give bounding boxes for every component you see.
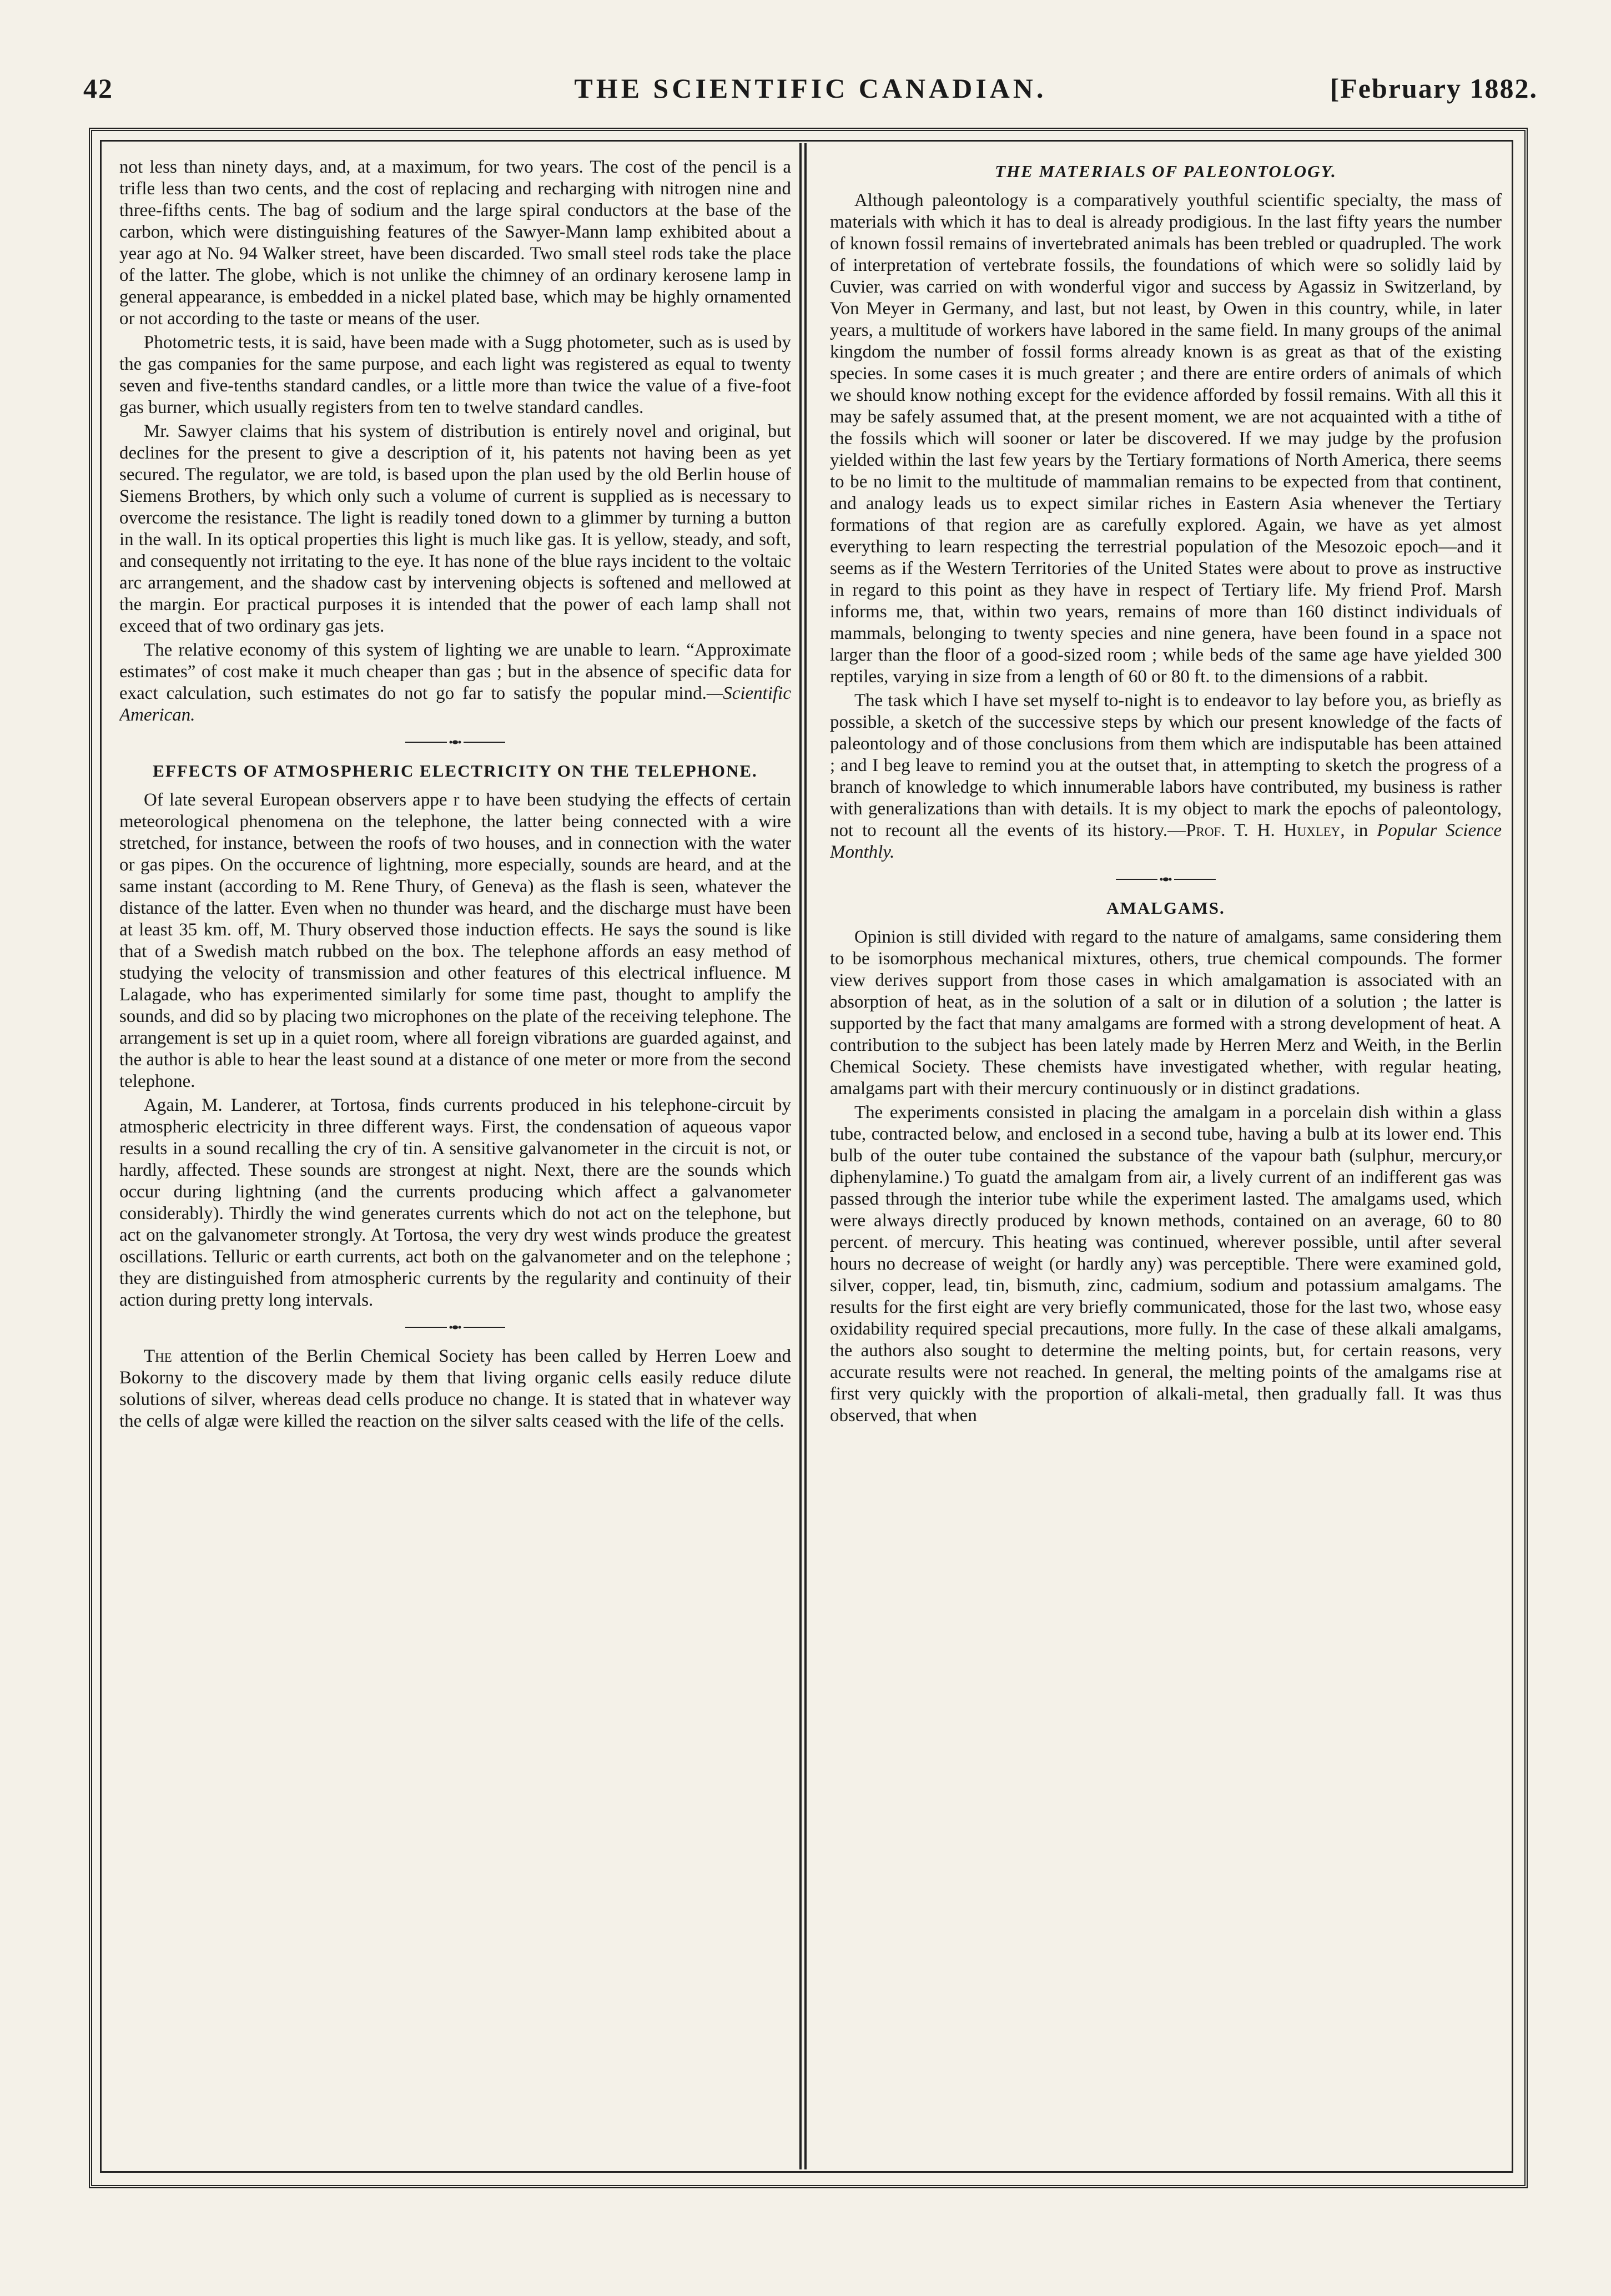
article-paragraph	[830, 690, 1502, 863]
article-paragraph	[119, 640, 791, 726]
article-paragraph: The experiments consisted in placing the amalgam in a porcelain dish within a glass tube, contracted below, and enclosed in a second tube, having a bulb at its lower end. This bulb of the outer tube contained the substance of the vapour bath (sulphur, mercury,or diphenylamine.) To guatd the amalgam from air, a lively current of an indifferent gas was passed through the interior tube while the experiment lasted. The amalgams used, which were always directly produced by known methods, contained on an average, 60 to 80 percent. of mercury. This heating was continued, wherever possible, until after several hours no decrease of weight (or hardly any) was perceptible. There were examined gold, silver, copper, lead, tin, bismuth, zinc, cadmium, sodium and potassium amalgams. The results for the first eight are very briefly communicated, those for the last two, whose easy oxidability required special precautions, more fully. In the case of these alkali amalgams, the authors also sought to determine the melting points, but, for certain reasons, very accurate results were not reached. In general, the melting points of the amalgams rise at first very quickly with the proportion of alkali-metal, then gradually fall. It was thus observed, that when	[830, 1102, 1502, 1426]
source-credit: Popular Science Monthly.	[830, 820, 1502, 862]
paragraph-text: The relative economy of this system of lighting we are unable to learn. “Approximate estimates” of cost make it much cheaper than gas ; but in the absence of specific data for exact calculation, such estimates do not go far to satisfy the popular mind.	[119, 640, 791, 703]
author-credit: —Prof. T. H. Huxley,	[1167, 820, 1345, 840]
paragraph-text: The task which I have set myself to-night is to endeavor to lay before you, as briefly as possible, a sketch of the successive steps by which our present knowledge of the facts of paleontology and of those conclusions from them which are indisputable has been attained ; and I beg leave to remind you at the outset that, in attempting to sketch the progress of a branch of knowledge to which innumerable labors have contributed, my business is rather with generalizations than with details. It is my object to mark the epochs of paleontology, not to recount all the events of its history.	[830, 691, 1502, 840]
article-paragraph: Of late several European observers appe r to have been studying the effects of certain meteorological phenomena on the telephone, the latter being connected with a wire stretched, for instance, between the roofs of two houses, and in connection with the water or gas pipes. On the occurence of lightning, more especially, sounds are heard, and at the same instant (according to M. Rene Thury, of Geneva) as the flash is seen, whatever the distance of the latter. Even when no thunder was heard, and the discharge must have been at least 35 km. off, M. Thury observed those induction effects. He says the sound is like that of a Swedish match rubbed on the box. The telephone affords an easy method of studying the velocity of transmission and other features of this electrical influence. M Lalagade, who has experimented similarly for some time past, thought to amplify the sounds, and did so by placing two microphones on the plate of the receiving telephone. The arrangement is set up in a quiet room, where all foreign vibrations are guarded against, and the author is able to hear the least sound at a distance of one meter or more from the second telephone.	[119, 790, 791, 1091]
lead-word: The	[144, 1346, 172, 1366]
separator-ornament	[400, 738, 511, 746]
article-heading: THE MATERIALS OF PALEONTOLOGY.	[995, 162, 1337, 181]
article-paragraph: Again, M. Landerer, at Tortosa, finds currents produced in his telephone-circuit by atmospheric electricity in three different ways. First, the condensation of aqueous vapor results in a sound recalling the cry of tin. A sensitive galvanometer in the circuit is not, or hardly, affected. These sounds are strongest at night. Next, there are the sounds which occur during lightning (and the currents producing which affect a galvanometer considerably). Thirdly the wind generates currents which do not act on the telephone, but act on the galvanometer strongly. At Tortosa, the very dry west winds produce the greatest oscillations. Telluric or earth currents, act both on the galvanometer and on the telephone ; they are distinguished from atmospheric currents by the regularity and continuity of their action during pretty long intervals.	[119, 1095, 791, 1310]
article-paragraph: Mr. Sawyer claims that his system of distribution is entirely novel and original, but declines for the present to give a description of it, his patents not having been as yet secured. The regulator, we are told, is based upon the plan used by the old Berlin house of Siemens Brothers, by which only such a volume of current is supplied as is necessary to overcome the resistance. The light is readily toned down to a glimmer by turning a button in the wall. In its optical properties this light is much like gas. It is yellow, steady, and soft, and consequently not irritating to the eye. It has none of the blue rays incident to the voltaic arc arrangement, and the shadow cast by intervening objects is softened and mellowed at the margin. Eor practical purposes it is intended that the power of each lamp shall not exceed that of two ordinary gas jets.	[119, 421, 791, 636]
left-column	[119, 157, 791, 2155]
article-paragraph: Opinion is still divided with regard to the nature of amalgams, same considering them to be isomorphous mechanical mixtures, others, true chemical compounds. The former view derives support from those cases in which amalgamation is associated with an absorption of heat, as in the solution of a salt or in dilution of a solution ; the latter is supported by the fact that many amalgams are formed with a strong development of heat. A contribution to the subject has been lately made by Herren Merz and Weith, in the Berlin Chemical Society. These chemists have investigated whether, with regular heating, amalgams part with their mercury continuously or in distinct gradations.	[830, 927, 1502, 1099]
article-paragraph	[119, 1346, 791, 1432]
separator-ornament	[1110, 875, 1221, 883]
credit-connector: in	[1345, 820, 1377, 840]
issue-date: [February 1882.	[1330, 73, 1538, 104]
article-heading: EFFECTS OF ATMOSPHERIC ELECTRICITY ON THE TELEPHONE.	[153, 761, 758, 781]
article-heading: AMALGAMS.	[1106, 898, 1225, 918]
right-column	[830, 157, 1502, 2155]
separator-ornament	[400, 1323, 511, 1331]
article-paragraph: not less than ninety days, and, at a maximum, for two years. The cost of the pencil is a trifle less than two cents, and the cost of replacing and recharging with nitrogen nine and three-fifths cents. The bag of sodium and the large spiral conductors at the base of the carbon, which were distinguishing features of the Sawyer-Mann lamp exhibited about a year ago at No. 94 Walker street, have been discarded. Two small steel rods take the place of the latter. The globe, which is not unlike the chimney of an ordinary kerosene lamp in general appearance, is embedded in a nickel plated base, which may be highly ornamented or not according to the taste or means of the user.	[119, 157, 791, 329]
article-paragraph: Photometric tests, it is said, have been made with a Sugg photometer, such as is used by the gas companies for the same purpose, and each light was registered as equal to twenty seven and five-tenths standard candles, or a little more than twice the value of a five-foot gas burner, which usually registers from ten to twelve standard candles.	[119, 333, 791, 417]
article-paragraph: Although paleontology is a comparatively youthful scientific specialty, the mass of materials with which it has to deal is already prodigious. In the last fifty years the number of known fossil remains of invertebrated animals has been trebled or quadrupled. The work of interpretation of vertebrate fossils, the foundations of which were so solidly laid by Cuvier, was carried on with wonderful vigor and success by Agassiz in Switzerland, by Von Meyer in Germany, and last, but not least, by Owen in this country, while, in later years, a multitude of workers have labored in the same field. In many groups of the animal kingdom the number of fossil forms already known is as great as that of the existing species. In some cases it is much greater ; and there are entire orders of animals of which we should know nothing except for the evidence afforded by fossil remains. With all this it may be safely assumed that, at the present moment, we are not acquainted with a tithe of the fossils which will sooner or later be discovered. If we may judge by the profusion yielded within the last few years by the Tertiary formations of North America, there seems to be no limit to the multitude of mammalian remains to be expected from that continent, and analogy leads us to expect similar riches in Eastern Asia whenever the Tertiary formations of that region are as carefully explored. Again, we have as yet almost everything to learn respecting the terrestrial population of the Mesozoic epoch—and it seems as if the Western Territories of the United States were about to prove as instructive in regard to this point as they have in respect of Tertiary life. My friend Prof. Marsh informs me, that, within two years, remains of more than 160 distinct individuals of mammals, belonging to twenty species and nine genera, have been found in a space not larger than the floor of a good-sized room ; while beds of the same age have yielded 300 reptiles, varying in size from a length of 60 or 80 ft. to the dimensions of a rabbit.	[830, 190, 1502, 687]
page-number: 42	[83, 73, 113, 104]
publication-title: THE SCIENTIFIC CANADIAN.	[574, 73, 1047, 104]
paragraph-text: attention of the Berlin Chemical Society has been called by Herren Loew and Bokorny to the discovery made by them that living organic cells easily reduce dilute solutions of silver, whereas dead cells produce no change. It is stated that in whatever way the cells of algæ were killed the reaction on the silver salts ceased with the life of the cells.	[119, 1346, 791, 1431]
page-header	[83, 67, 1538, 111]
source-credit: —Scientific American.	[119, 683, 791, 725]
column-divider	[799, 143, 802, 2169]
